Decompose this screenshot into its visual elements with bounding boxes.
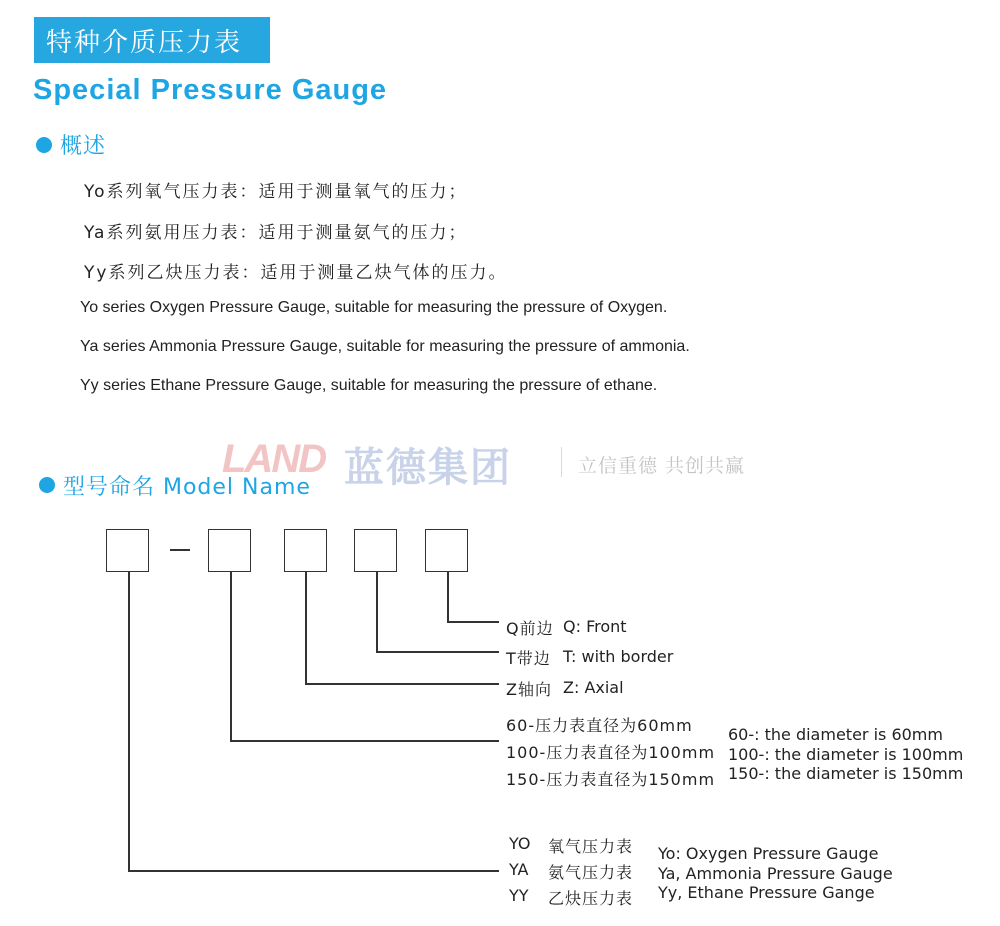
diameter-label-cn: 100-压力表直径为100mm [506, 743, 716, 762]
overview-en-line: Ya series Ammonia Pressure Gauge, suitable for measuring the pressure of ammonia. [80, 338, 690, 355]
connector-line [376, 572, 378, 652]
type-label-cn: 氧气压力表 [548, 837, 634, 856]
connector-line [305, 683, 499, 685]
type-label-en: Yo: Oxygen Pressure Gauge [658, 844, 879, 863]
model-code-box-axial [284, 529, 327, 572]
bullet-icon [39, 477, 55, 493]
overview-cn-line: Ya系列氨用压力表：适用于测量氨气的压力； [84, 223, 468, 243]
overview-cn-line: Yy系列乙炔压力表：适用于测量乙炔气体的压力。 [84, 263, 508, 283]
diameter-label-cn: 150-压力表直径为150mm [506, 770, 716, 789]
diameter-label-cn: 60-压力表直径为60mm [506, 716, 693, 735]
type-code: YO [509, 834, 531, 853]
connector-line [230, 740, 499, 742]
border-label-en: T: with border [563, 647, 674, 666]
model-code-box-border [354, 529, 397, 572]
model-code-box-front [425, 529, 468, 572]
type-label-cn: 氨气压力表 [548, 863, 634, 882]
connector-line [447, 572, 449, 622]
bullet-icon [36, 137, 52, 153]
model-code-box-diameter [208, 529, 251, 572]
type-code: YA [509, 860, 529, 879]
type-label-cn: 乙炔压力表 [548, 889, 634, 908]
diameter-label-en: 150-: the diameter is 150mm [728, 764, 964, 783]
connector-line [230, 572, 232, 741]
watermark-slogan: 立信重德 共创共赢 [578, 455, 746, 477]
watermark-divider [561, 447, 562, 477]
model-code-box-type [106, 529, 149, 572]
connector-line [447, 621, 499, 623]
connector-line [128, 572, 130, 871]
border-label-cn: T带边 [506, 649, 551, 668]
axial-label-cn: Z轴向 [506, 680, 552, 699]
diameter-label-en: 60-: the diameter is 60mm [728, 725, 943, 744]
watermark-company: 蓝德集团 [344, 445, 512, 491]
type-code: YY [509, 886, 529, 905]
overview-en-line: Yo series Oxygen Pressure Gauge, suitable for measuring the pressure of Oxygen. [80, 299, 668, 316]
page-title-cn: 特种介质压力表 [46, 28, 243, 58]
connector-line [305, 572, 307, 684]
overview-en-line: Yy series Ethane Pressure Gauge, suitable for measuring the pressure of ethane. [80, 377, 658, 394]
watermark-logo: LAND [222, 437, 326, 481]
connector-line [128, 870, 499, 872]
front-label-cn: Q前边 [506, 619, 554, 638]
model-name-heading: 型号命名 Model Name [63, 475, 311, 500]
overview-cn-line: Yo系列氧气压力表：适用于测量氧气的压力； [84, 182, 468, 202]
diameter-label-en: 100-: the diameter is 100mm [728, 745, 964, 764]
overview-heading: 概述 [60, 134, 107, 159]
model-code-dash [170, 549, 190, 551]
front-label-en: Q: Front [563, 617, 627, 636]
page-title-en: Special Pressure Gauge [33, 74, 388, 106]
connector-line [376, 651, 499, 653]
type-label-en: Ya, Ammonia Pressure Gauge [658, 864, 893, 883]
axial-label-en: Z: Axial [563, 678, 624, 697]
type-label-en: Yy, Ethane Pressure Gange [658, 883, 875, 902]
